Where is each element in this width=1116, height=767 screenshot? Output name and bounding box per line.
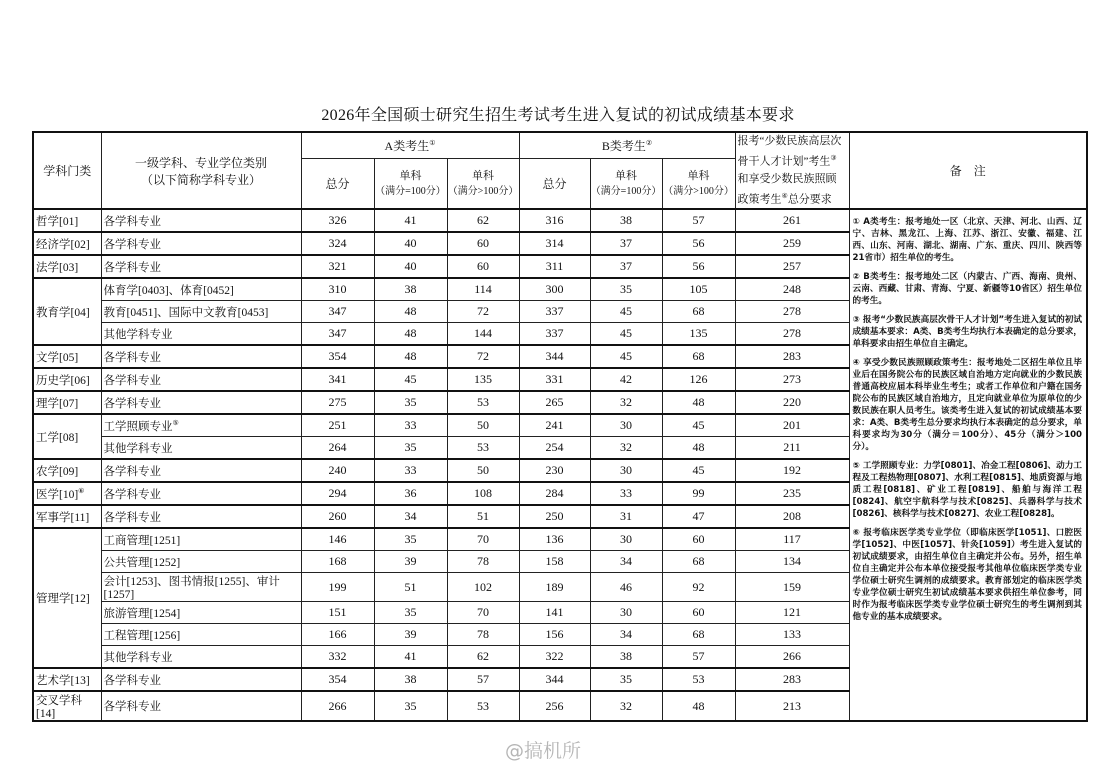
- minority-total-cell: 283: [735, 668, 849, 691]
- category-label: 医学[10]: [36, 488, 79, 501]
- a-total-cell: 294: [301, 482, 374, 505]
- category-cell: [33, 232, 101, 255]
- b-single-over100-cell: 99: [662, 482, 735, 505]
- subject-label: 各学科专业: [103, 511, 161, 524]
- a-single-over100-cell: 51: [447, 505, 519, 528]
- header-subject-line1: 一级学科、专业学位类别: [134, 155, 267, 170]
- minority-total-cell: 159: [735, 573, 849, 602]
- a-single-100-cell: 35: [374, 437, 447, 460]
- subject-label: 各学科专业: [103, 488, 161, 501]
- b-single-over100-cell: 45: [662, 414, 735, 437]
- minority-total-cell: 211: [735, 437, 849, 460]
- subject-label: 各学科专业: [103, 701, 161, 714]
- b-total-cell: 250: [519, 505, 590, 528]
- category-label: 经济学[02]: [36, 238, 90, 251]
- a-single-over100-cell: 57: [447, 668, 519, 691]
- group-a-label: A类考生: [384, 138, 430, 153]
- subject-cell: [101, 528, 301, 551]
- b-total-cell: 241: [519, 414, 590, 437]
- a-single-over100-cell: 70: [447, 602, 519, 624]
- header-b-single-100: [590, 158, 662, 209]
- b-single-100-cell: 31: [590, 505, 662, 528]
- category-cell: [33, 668, 101, 691]
- category-cell: [33, 368, 101, 391]
- b-single-100-cell: 38: [590, 646, 662, 669]
- b-total-cell: 136: [519, 528, 590, 551]
- b-single-over100-cell: 45: [662, 459, 735, 482]
- note-paragraph: ⑤ 工学照顾专业：力学[0801]、冶金工程[0806]、动力工程及工程热物理[0807]、水利工程[0815]、地质资源与地质工程[0818]、矿业工程[0819]、船舶与海洋工程[0824]、航空宇航科学与技术[0825]、兵器科学与技术[0826]、核科学与技术[0827]、农业工程[0828]。: [852, 461, 1083, 520]
- subject-label: 各学科专业: [103, 465, 161, 478]
- b-single-over100-cell: 57: [662, 646, 735, 669]
- category-cell: [33, 255, 101, 278]
- a-total-cell: 240: [301, 459, 374, 482]
- a-single-100-cell: 39: [374, 624, 447, 646]
- subject-note-mark: ⑤: [172, 418, 179, 427]
- b-single-100-cell: 30: [590, 459, 662, 482]
- b-single-over100-cell: 105: [662, 278, 735, 301]
- minority-total-cell: 248: [735, 278, 849, 301]
- category-label: 理学[07]: [36, 397, 79, 410]
- b-single-over100-cell: 135: [662, 323, 735, 346]
- a-single-100-cell: 48: [374, 301, 447, 323]
- header-category-label: 学科门类: [43, 164, 92, 179]
- b-total-cell: 337: [519, 301, 590, 323]
- a-single-over100-cell: 62: [447, 646, 519, 669]
- b-single-100-cell: 35: [590, 278, 662, 301]
- header-a-single-over100: [447, 158, 519, 209]
- category-label: 农学[09]: [36, 465, 79, 478]
- subject-cell: [101, 551, 301, 573]
- category-label: 教育学[04]: [36, 306, 90, 319]
- b-single-over100-cell: 56: [662, 255, 735, 278]
- a-single-100-cell: 39: [374, 551, 447, 573]
- subject-label: 其他学科专业: [103, 328, 173, 341]
- minority-total-cell: 283: [735, 345, 849, 368]
- a-total-cell: 266: [301, 691, 374, 721]
- b-single-100-cell: 45: [590, 323, 662, 346]
- watermark: @搞机所: [505, 740, 582, 763]
- a-single-100-cell: 34: [374, 505, 447, 528]
- score-requirements-table: [32, 131, 1088, 722]
- note-paragraph: ② B类考生：报考地处二区（内蒙古、广西、海南、贵州、云南、西藏、甘肃、青海、宁夏、新疆等10省区）招生单位的考生。: [852, 272, 1083, 307]
- b-single-100-cell: 30: [590, 528, 662, 551]
- category-label: 交叉学科[14]: [36, 695, 82, 721]
- b-single-over100-cell: 126: [662, 368, 735, 391]
- a-total-cell: 341: [301, 368, 374, 391]
- subject-label: 各学科专业: [103, 397, 161, 410]
- b-single-100-cell: 46: [590, 573, 662, 602]
- header-notes: 备 注: [849, 132, 1087, 209]
- category-note-mark: ⑥: [78, 486, 85, 495]
- a-total-cell: 151: [301, 602, 374, 624]
- a-single-100-cell: 48: [374, 323, 447, 346]
- a-total-cell: 326: [301, 209, 374, 232]
- b-total-cell: 158: [519, 551, 590, 573]
- a-total-cell: 168: [301, 551, 374, 573]
- b-total-cell: 316: [519, 209, 590, 232]
- a-single-100-cell: 41: [374, 646, 447, 669]
- b-single-100-cell: 30: [590, 602, 662, 624]
- b-single-over100-cell: 68: [662, 551, 735, 573]
- b-single-100-cell: 34: [590, 551, 662, 573]
- full-over100-label: （满分>100分）: [447, 185, 519, 197]
- a-single-over100-cell: 53: [447, 391, 519, 414]
- subject-label: 各学科专业: [103, 238, 161, 251]
- group-b-label: B类考生: [601, 138, 646, 153]
- minority-total-cell: 133: [735, 624, 849, 646]
- minority-part2: 和享受少数民族照顾政策考生: [737, 172, 837, 206]
- a-single-over100-cell: 53: [447, 437, 519, 460]
- header-group-a: [301, 132, 519, 158]
- subject-cell: [101, 323, 301, 346]
- notes-cell: [849, 209, 1087, 721]
- minority-mark1: ③: [830, 154, 837, 162]
- a-single-100-cell: 38: [374, 278, 447, 301]
- b-total-cell: 331: [519, 368, 590, 391]
- b-single-over100-cell: 56: [662, 232, 735, 255]
- a-total-cell: 166: [301, 624, 374, 646]
- a-single-over100-cell: 108: [447, 482, 519, 505]
- category-cell: [33, 278, 101, 345]
- b-single-100-cell: 45: [590, 301, 662, 323]
- subject-label: 会计[1253]、图书情报[1255]、审计[1257]: [103, 576, 280, 602]
- subject-cell: [101, 624, 301, 646]
- minority-total-cell: 278: [735, 323, 849, 346]
- b-single-100-cell: 38: [590, 209, 662, 232]
- b-total-cell: 311: [519, 255, 590, 278]
- subject-label: 各学科专业: [103, 215, 161, 228]
- a-single-over100-cell: 78: [447, 624, 519, 646]
- category-cell: [33, 209, 101, 232]
- b-single-100-cell: 32: [590, 437, 662, 460]
- a-single-over100-cell: 50: [447, 414, 519, 437]
- category-cell: [33, 482, 101, 505]
- a-single-100-cell: 41: [374, 209, 447, 232]
- a-single-over100-cell: 135: [447, 368, 519, 391]
- subject-cell: [101, 278, 301, 301]
- b-single-over100-cell: 47: [662, 505, 735, 528]
- subject-label: 其他学科专业: [103, 442, 173, 455]
- b-single-100-cell: 30: [590, 414, 662, 437]
- b-total-cell: 265: [519, 391, 590, 414]
- category-cell: [33, 414, 101, 459]
- header-minority: [735, 132, 849, 209]
- subject-cell: [101, 668, 301, 691]
- minority-total-cell: 134: [735, 551, 849, 573]
- b-single-100-cell: 37: [590, 255, 662, 278]
- a-total-cell: 251: [301, 414, 374, 437]
- b-single-over100-cell: 53: [662, 668, 735, 691]
- a-total-cell: 310: [301, 278, 374, 301]
- note-paragraph: ⑥ 报考临床医学类专业学位（即临床医学[1051]、口腔医学[1052]、中医[1057]、针灸[1059]）考生进入复试的初试成绩要求，由招生单位自主确定并公布。另外，招生单位自主确定并公布本单位接受报考其他单位临床医学类专业学位硕士研究生调剂的成绩要求。教育部划定的临床医学类专业学位硕士研究生初试成绩基本要求供招生单位参考，同时作为报考临床医学类专业学位硕士研究生的考生调剂到其他专业的基本成绩要求。: [852, 528, 1083, 623]
- a-single-100-cell: 33: [374, 459, 447, 482]
- b-single-over100-cell: 68: [662, 624, 735, 646]
- subject-cell: [101, 602, 301, 624]
- b-single-100-cell: 45: [590, 345, 662, 368]
- a-single-over100-cell: 60: [447, 232, 519, 255]
- a-single-100-cell: 35: [374, 528, 447, 551]
- b-single-over100-cell: 92: [662, 573, 735, 602]
- b-total-cell: 300: [519, 278, 590, 301]
- a-total-cell: 275: [301, 391, 374, 414]
- subject-label: 各学科专业: [103, 674, 161, 687]
- subject-cell: [101, 391, 301, 414]
- b-total-cell: 344: [519, 668, 590, 691]
- a-single-over100-cell: 62: [447, 209, 519, 232]
- header-subject-line2: （以下简称学科专业）: [140, 172, 261, 187]
- header-category: [33, 132, 101, 209]
- subject-cell: [101, 368, 301, 391]
- subject-label: 教育[0451]、国际中文教育[0453]: [103, 306, 269, 319]
- subject-label: 各学科专业: [103, 351, 161, 364]
- b-single-100-cell: 32: [590, 691, 662, 721]
- b-single-100-cell: 35: [590, 668, 662, 691]
- header-group-b: [519, 132, 735, 158]
- a-single-100-cell: 38: [374, 668, 447, 691]
- table-row: [33, 209, 1087, 232]
- b-single-over100-cell: 60: [662, 602, 735, 624]
- a-single-over100-cell: 114: [447, 278, 519, 301]
- category-cell: [33, 459, 101, 482]
- b-single-100-cell: 42: [590, 368, 662, 391]
- minority-total-cell: 208: [735, 505, 849, 528]
- subject-cell: [101, 459, 301, 482]
- subject-cell: [101, 646, 301, 669]
- a-total-cell: 324: [301, 232, 374, 255]
- b-single-over100-cell: 48: [662, 391, 735, 414]
- subject-label: 其他学科专业: [103, 651, 173, 664]
- a-single-100-cell: 48: [374, 345, 447, 368]
- subject-cell: [101, 345, 301, 368]
- minority-total-cell: 261: [735, 209, 849, 232]
- a-single-over100-cell: 53: [447, 691, 519, 721]
- category-cell: [33, 345, 101, 368]
- b-single-100-cell: 32: [590, 391, 662, 414]
- b-total-cell: 230: [519, 459, 590, 482]
- subject-label: 各学科专业: [103, 261, 161, 274]
- b-total-cell: 322: [519, 646, 590, 669]
- a-single-over100-cell: 50: [447, 459, 519, 482]
- a-single-100-cell: 45: [374, 368, 447, 391]
- a-total-cell: 354: [301, 668, 374, 691]
- minority-total-cell: 121: [735, 602, 849, 624]
- category-label: 军事学[11]: [36, 511, 90, 524]
- minority-mark2: ④: [781, 191, 788, 200]
- b-single-100-cell: 34: [590, 624, 662, 646]
- a-total-cell: 264: [301, 437, 374, 460]
- a-total-cell: 199: [301, 573, 374, 602]
- b-total-cell: 141: [519, 602, 590, 624]
- b-total-cell: 337: [519, 323, 590, 346]
- b-total-cell: 189: [519, 573, 590, 602]
- subject-label: 工学照顾专业: [103, 420, 173, 433]
- a-single-over100-cell: 70: [447, 528, 519, 551]
- table-body: [33, 209, 1087, 721]
- a-single-100-cell: 36: [374, 482, 447, 505]
- b-single-over100-cell: 60: [662, 528, 735, 551]
- b-single-100-cell: 33: [590, 482, 662, 505]
- header-a-total: 总分: [301, 158, 374, 209]
- b-total-cell: 284: [519, 482, 590, 505]
- b-single-over100-cell: 48: [662, 437, 735, 460]
- minority-total-cell: 266: [735, 646, 849, 669]
- a-single-100-cell: 35: [374, 602, 447, 624]
- a-total-cell: 146: [301, 528, 374, 551]
- a-single-100-cell: 33: [374, 414, 447, 437]
- category-cell: [33, 691, 101, 721]
- note-paragraph: ④ 享受少数民族照顾政策考生：报考地处二区招生单位且毕业后在国务院公布的民族区域自治地方定向就业的少数民族普通高校应届本科毕业生考生；或者工作单位和户籍在国务院公布的民族区域自治地方，且定向就业单位为原单位的少数民族在职人员考生。该类考生进入复试的初试成绩基本要求：A类、B类考生总分要求均执行本表确定的总分要求，单科要求均为30分（满分＝100分）、45分（满分＞100分）。: [852, 358, 1083, 453]
- b-single-100-cell: 37: [590, 232, 662, 255]
- minority-total-cell: 257: [735, 255, 849, 278]
- category-label: 哲学[01]: [36, 215, 79, 228]
- a-single-over100-cell: 78: [447, 551, 519, 573]
- a-single-100-cell: 40: [374, 232, 447, 255]
- header-subject: [101, 132, 301, 209]
- a-single-100-cell: 35: [374, 691, 447, 721]
- note-paragraph: ③ 报考“少数民族高层次骨干人才计划”考生进入复试的初试成绩基本要求：A类、B类考生均执行本表确定的总分要求，单科要求由招生单位自主确定。: [852, 315, 1083, 350]
- category-cell: [33, 505, 101, 528]
- a-single-over100-cell: 102: [447, 573, 519, 602]
- full-over100-label: （满分>100分）: [663, 185, 734, 197]
- minority-total-cell: 220: [735, 391, 849, 414]
- b-total-cell: 256: [519, 691, 590, 721]
- category-label: 法学[03]: [36, 261, 79, 274]
- subject-label: 公共管理[1252]: [103, 556, 181, 569]
- subject-cell: [101, 505, 301, 528]
- minority-total-cell: 117: [735, 528, 849, 551]
- subject-cell: [101, 232, 301, 255]
- minority-part3: 总分要求: [787, 193, 832, 206]
- b-single-over100-cell: 68: [662, 345, 735, 368]
- document-title: 2026年全国硕士研究生招生考试考生进入复试的初试成绩基本要求: [321, 107, 795, 124]
- a-single-over100-cell: 60: [447, 255, 519, 278]
- minority-total-cell: 213: [735, 691, 849, 721]
- table-wrapper: [32, 131, 1086, 767]
- b-single-over100-cell: 57: [662, 209, 735, 232]
- a-single-100-cell: 35: [374, 391, 447, 414]
- b-total-cell: 314: [519, 232, 590, 255]
- a-total-cell: 260: [301, 505, 374, 528]
- a-single-over100-cell: 144: [447, 323, 519, 346]
- a-total-cell: 347: [301, 323, 374, 346]
- subject-cell: [101, 255, 301, 278]
- subject-cell: [101, 691, 301, 721]
- category-label: 文学[05]: [36, 351, 79, 364]
- subject-cell: [101, 301, 301, 323]
- group-a-mark: ①: [429, 138, 436, 147]
- minority-total-cell: 201: [735, 414, 849, 437]
- header-b-total: 总分: [519, 158, 590, 209]
- a-single-over100-cell: 72: [447, 301, 519, 323]
- header-b-single-over100: [662, 158, 735, 209]
- a-total-cell: 321: [301, 255, 374, 278]
- b-single-over100-cell: 68: [662, 301, 735, 323]
- minority-total-cell: 278: [735, 301, 849, 323]
- single-label: 单科: [472, 169, 494, 182]
- note-paragraph: ① A类考生：报考地处一区（北京、天津、河北、山西、辽宁、吉林、黑龙江、上海、江苏、浙江、安徽、福建、江西、山东、河南、湖北、湖南、广东、重庆、四川、陕西等21省市）招生单位的考生。: [852, 217, 1083, 264]
- minority-total-cell: 273: [735, 368, 849, 391]
- full-100-label: （满分=100分）: [590, 185, 662, 197]
- category-label: 历史学[06]: [36, 374, 90, 387]
- subject-cell: [101, 209, 301, 232]
- b-total-cell: 254: [519, 437, 590, 460]
- category-label: 管理学[12]: [36, 593, 90, 606]
- category-label: 工学[08]: [36, 431, 79, 444]
- subject-label: 旅游管理[1254]: [103, 607, 181, 620]
- b-total-cell: 156: [519, 624, 590, 646]
- subject-label: 工商管理[1251]: [103, 534, 181, 547]
- subject-cell: [101, 573, 301, 602]
- b-total-cell: 344: [519, 345, 590, 368]
- a-single-over100-cell: 72: [447, 345, 519, 368]
- subject-label: 各学科专业: [103, 374, 161, 387]
- minority-total-cell: 192: [735, 459, 849, 482]
- group-b-mark: ②: [645, 138, 653, 147]
- a-total-cell: 354: [301, 345, 374, 368]
- subject-label: 体育学[0403]、体育[0452]: [103, 284, 234, 297]
- single-label: 单科: [687, 169, 710, 182]
- single-label: 单科: [399, 169, 422, 182]
- category-cell: [33, 528, 101, 668]
- minority-total-cell: 235: [735, 482, 849, 505]
- a-single-100-cell: 40: [374, 255, 447, 278]
- subject-cell: [101, 414, 301, 437]
- category-cell: [33, 391, 101, 414]
- header-a-single-100: [374, 158, 447, 209]
- a-total-cell: 347: [301, 301, 374, 323]
- a-total-cell: 332: [301, 646, 374, 669]
- minority-part1: 报考“少数民族高层次骨干人才计划”考生: [737, 135, 842, 168]
- b-single-over100-cell: 48: [662, 691, 735, 721]
- full-100-label: （满分=100分）: [375, 185, 446, 197]
- single-label: 单科: [615, 169, 638, 182]
- subject-cell: [101, 482, 301, 505]
- a-single-100-cell: 51: [374, 573, 447, 602]
- category-label: 艺术学[13]: [36, 674, 90, 687]
- minority-total-cell: 259: [735, 232, 849, 255]
- subject-label: 工程管理[1256]: [103, 629, 181, 642]
- subject-cell: [101, 437, 301, 460]
